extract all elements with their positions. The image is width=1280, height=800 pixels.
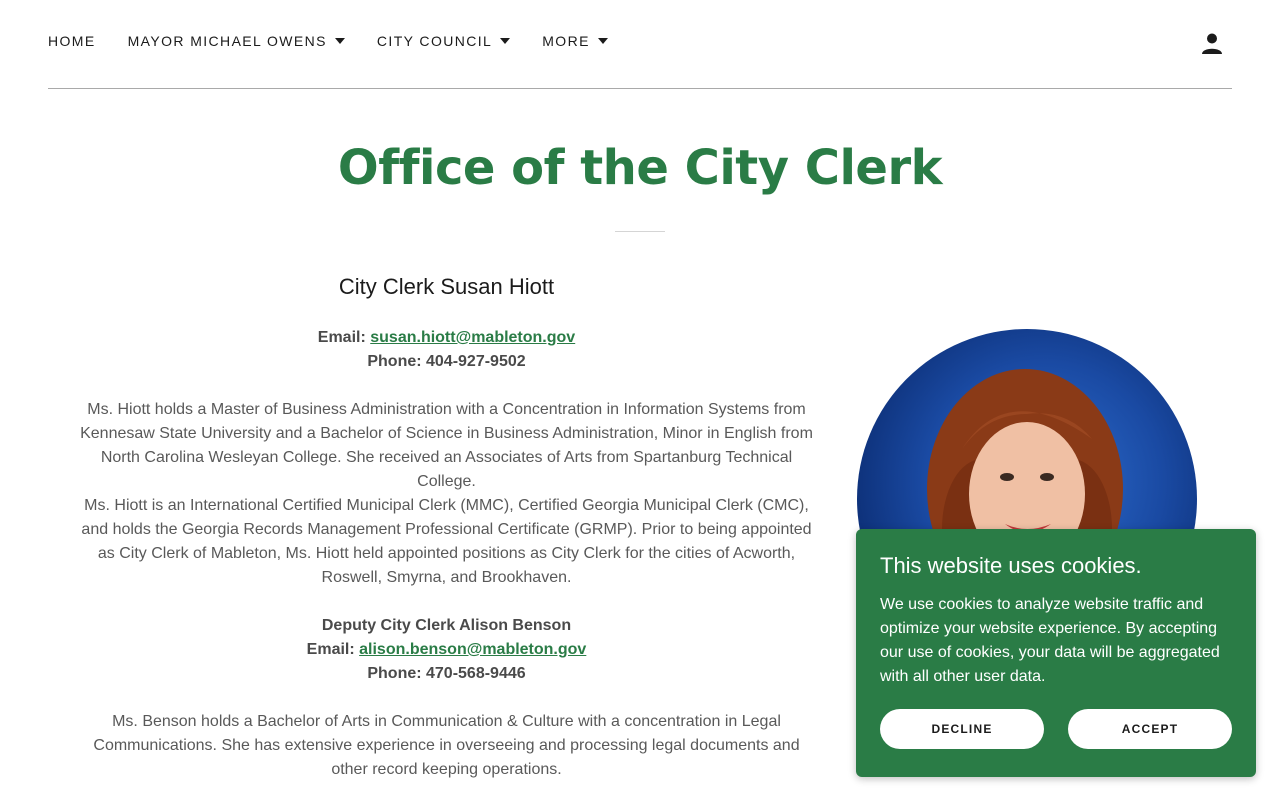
cookie-consent-banner: [856, 529, 1256, 777]
clerk-content: [80, 272, 813, 782]
clerk-phone: Phone: 404-927-9502: [367, 353, 526, 370]
nav-item-mayor[interactable]: [128, 33, 345, 49]
nav-item-more[interactable]: [542, 33, 608, 49]
page-title: Office of the City Clerk: [337, 140, 943, 196]
accept-button[interactable]: ACCEPT: [1068, 709, 1232, 749]
nav-item-home[interactable]: [48, 33, 96, 49]
clerk-bio-paragraph: Ms. Hiott holds a Master of Business Administration with a Concentration in Information Systems from Kennesaw State University and a Bachelor of Science in Business Administration, Minor in English from North Carolina Wesleyan College. She received an Associates of Arts from Spartanburg Technical College.: [80, 401, 813, 490]
cookie-text: We use cookies to analyze website traffic and optimize your website experience. By accepting our use of cookies, your data will be aggregated with all other user data.: [880, 596, 1220, 685]
deputy-heading: Deputy City Clerk Alison Benson: [321, 617, 572, 634]
account-button[interactable]: [1200, 32, 1224, 56]
email-label: Email:: [306, 641, 355, 658]
cookie-title: This website uses cookies.: [880, 553, 1142, 578]
caret-down-icon: [598, 38, 608, 44]
clerk-email-line: [80, 326, 813, 350]
clerk-email-link[interactable]: susan.hiott@mableton.gov: [370, 329, 576, 346]
email-label: Email:: [317, 329, 366, 346]
deputy-bio-paragraph: Ms. Benson holds a Bachelor of Arts in Communication & Culture with a concentration in Legal Communications. She has extensive experience in overseeing and processing legal documents and other record keeping operations.: [93, 713, 800, 778]
nav-item-city-council[interactable]: [377, 33, 510, 49]
caret-down-icon: [500, 38, 510, 44]
nav-item-label: HOME: [48, 33, 96, 49]
caret-down-icon: [335, 38, 345, 44]
deputy-email-line: [80, 638, 813, 662]
clerk-heading: City Clerk Susan Hiott: [338, 274, 555, 299]
decline-button[interactable]: DECLINE: [880, 709, 1044, 749]
top-navigation: [48, 0, 1232, 89]
title-divider: [615, 231, 665, 232]
nav-item-label: MORE: [542, 33, 590, 49]
deputy-phone: Phone: 470-568-9446: [367, 665, 526, 682]
clerk-bio-paragraph: Ms. Hiott is an International Certified Municipal Clerk (MMC), Certified Georgia Municipal Clerk (CMC), and holds the Georgia Records Management Professional Certificate (GRMP). Prior to being appointed as City Clerk of Mableton, Ms. Hiott held appointed positions as City Clerk for the cities of Acworth, Roswell, Smyrna, and Brookhaven.: [81, 497, 812, 586]
nav-item-label: CITY COUNCIL: [376, 33, 493, 49]
deputy-email-link[interactable]: alison.benson@mableton.gov: [359, 641, 587, 658]
nav-item-label: MAYOR MICHAEL OWENS: [127, 33, 327, 49]
person-icon: [1200, 32, 1224, 56]
